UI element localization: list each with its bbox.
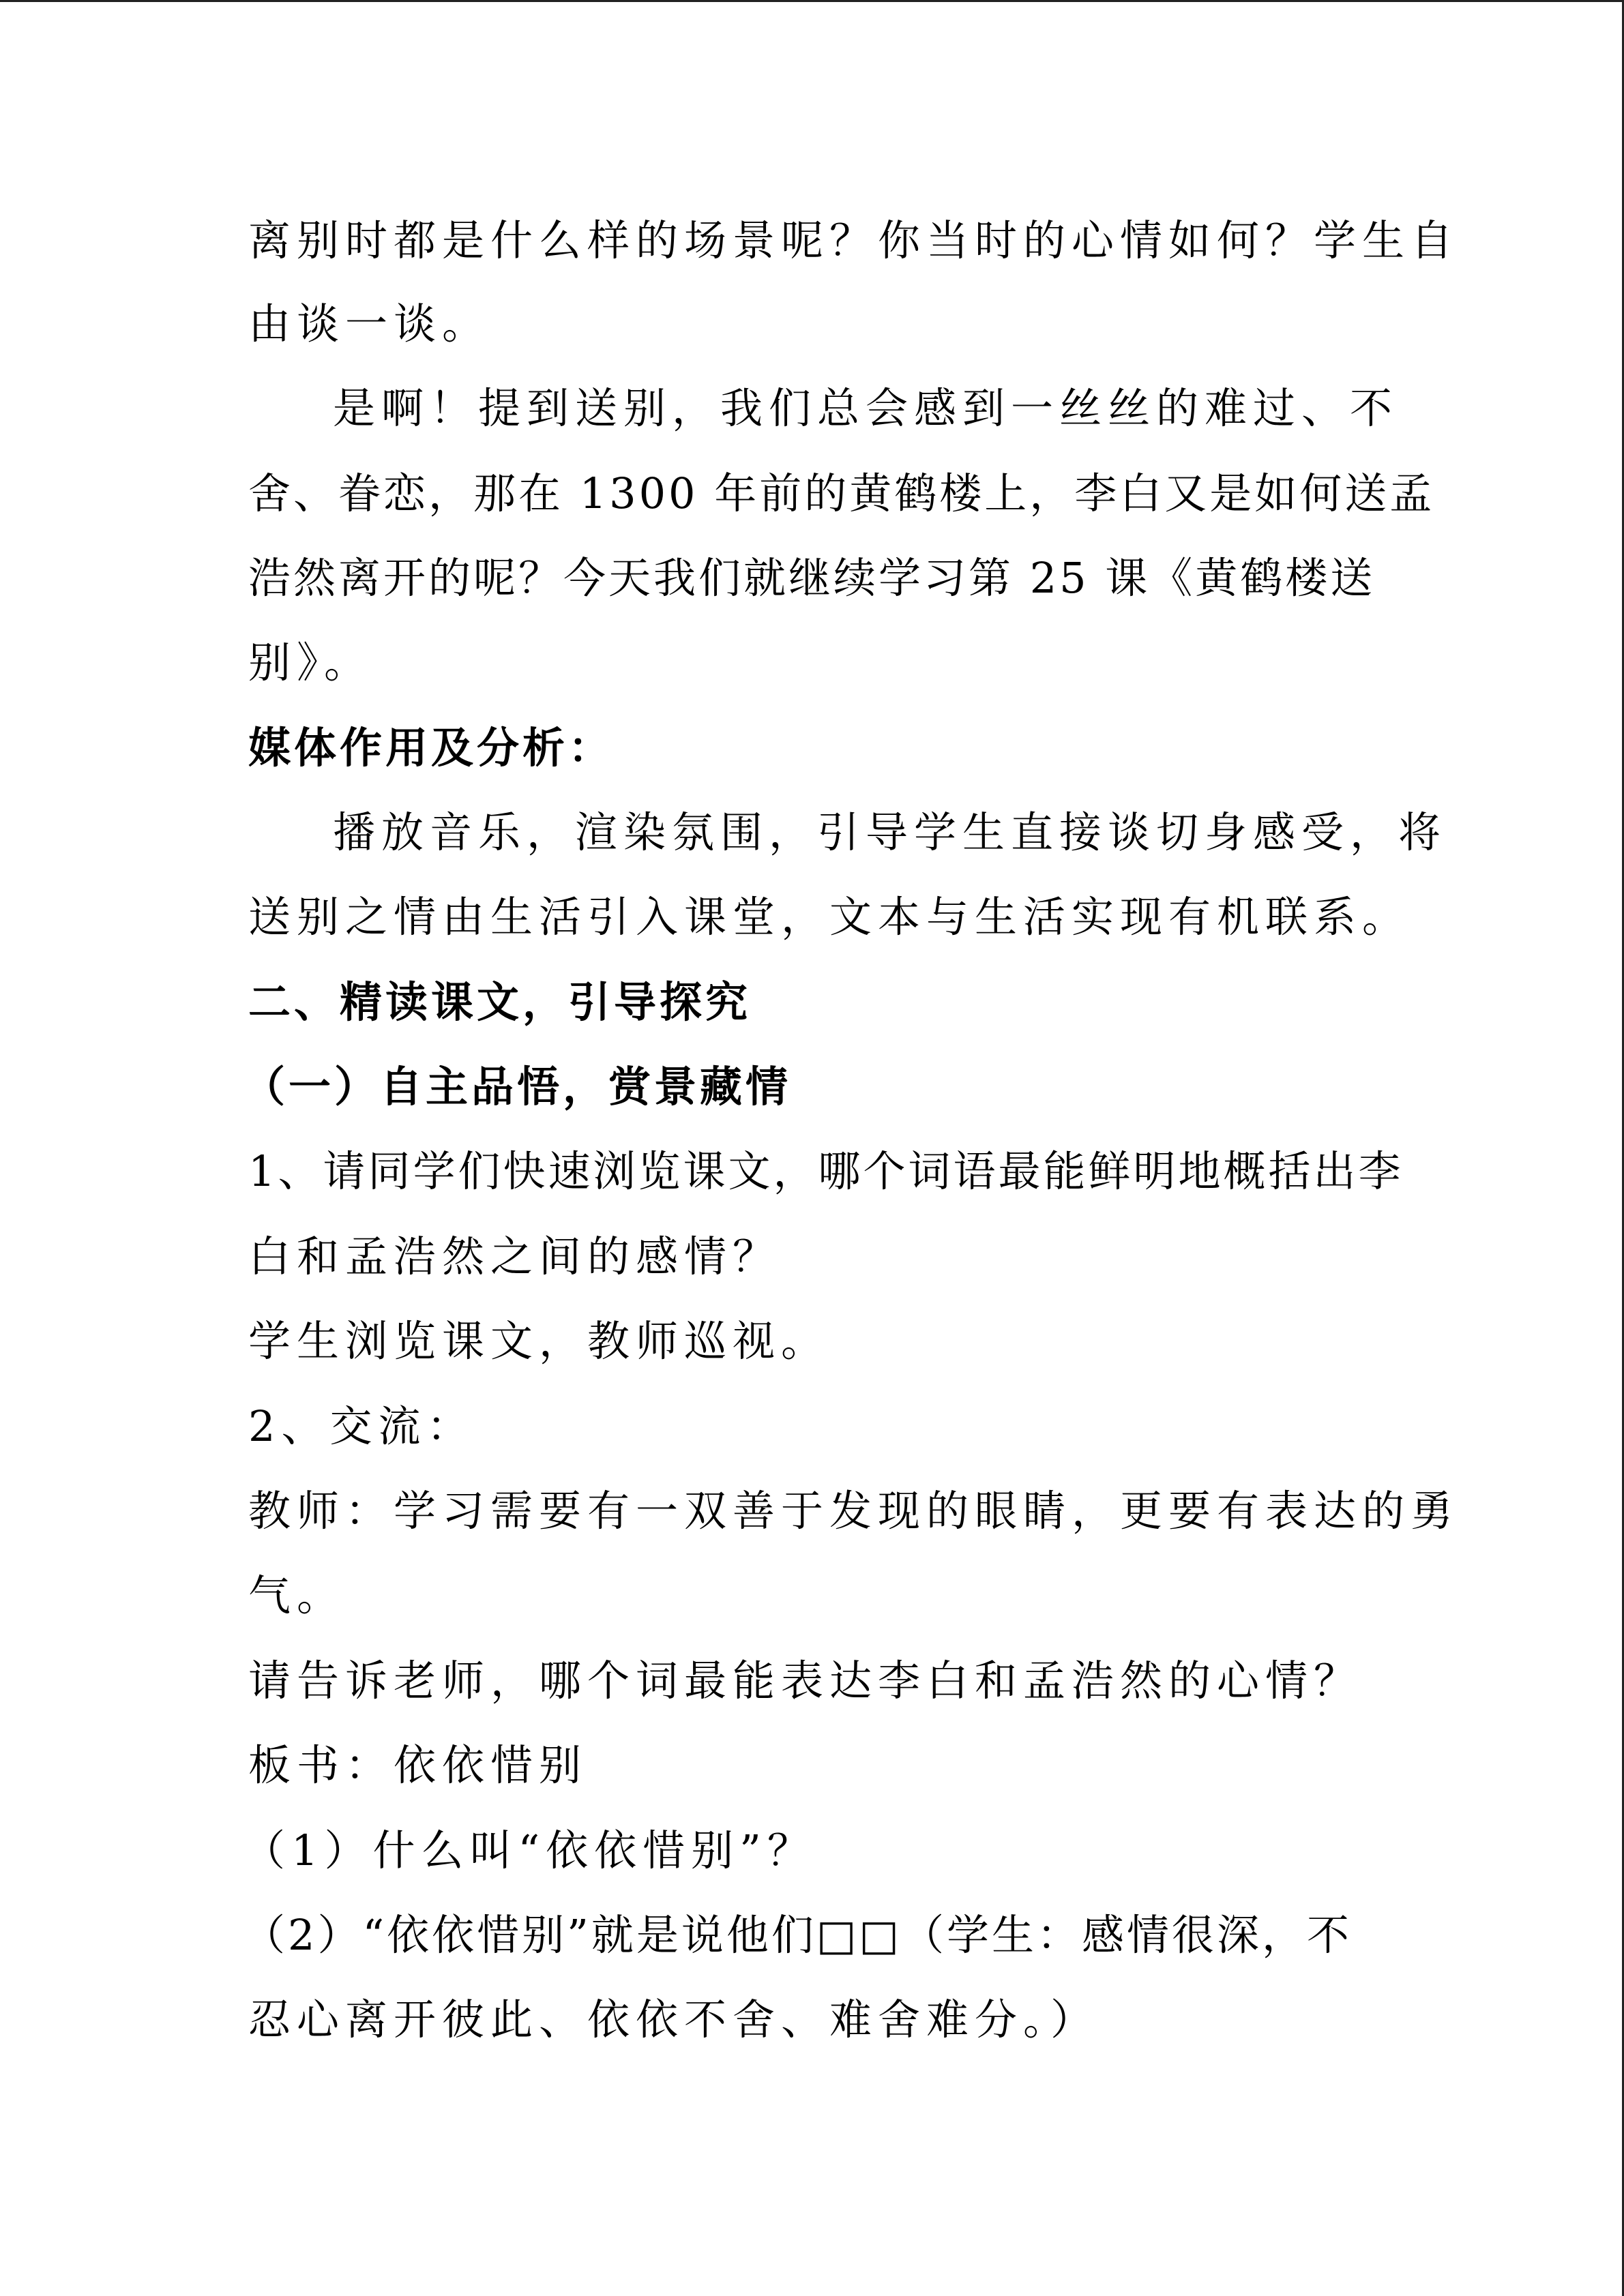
paragraph-line-1: 离别时都是什么样的场景呢？你当时的心情如何？学生自 — [248, 215, 1460, 265]
paragraph-line-3: 是啊！提到送别，我们总会感到一丝丝的难过、不 — [333, 383, 1399, 433]
paragraph-line-12: 1、请同学们快速浏览课文，哪个词语最能鲜明地概括出李 — [248, 1146, 1404, 1196]
paragraph-line-13: 白和孟浩然之间的感情？ — [248, 1232, 782, 1281]
paragraph-line-8: 播放音乐，渲染氛围，引导学生直接谈切身感受，将 — [333, 807, 1447, 857]
paragraph-line-2: 由谈一谈。 — [248, 299, 491, 348]
paragraph-line-21: （2）“依依惜别”就是说他们□□（学生：感情很深，不 — [243, 1910, 1352, 1960]
page-border-top — [0, 0, 1624, 2]
paragraph-line-19: 板书：依依惜别 — [248, 1740, 588, 1790]
section-heading-media: 媒体作用及分析： — [248, 723, 615, 773]
paragraph-line-9: 送别之情由生活引入课堂，文本与生活实现有机联系。 — [248, 892, 1411, 942]
paragraph-line-6: 别》。 — [248, 638, 373, 687]
paragraph-line-22: 忍心离开彼此、依依不舍、难舍难分。） — [248, 1995, 1099, 2044]
subsection-heading-1: （一）自主品悟，赏景藏情 — [243, 1062, 792, 1112]
paragraph-line-16: 教师：学习需要有一双善于发现的眼睛，更要有表达的勇 — [248, 1486, 1460, 1536]
paragraph-line-17: 气。 — [248, 1570, 346, 1620]
paragraph-line-20: （1）什么叫“依依惜别”？ — [243, 1825, 816, 1875]
paragraph-line-15: 2、交流： — [248, 1401, 475, 1451]
paragraph-line-4: 舍、眷恋，那在 1300 年前的黄鹤楼上，李白又是如何送孟 — [248, 468, 1435, 518]
paragraph-line-18: 请告诉老师，哪个词最能表达李白和孟浩然的心情？ — [248, 1656, 1363, 1705]
paragraph-line-5: 浩然离开的呢？今天我们就继续学习第 25 课《黄鹤楼送 — [248, 553, 1376, 603]
paragraph-line-14: 学生浏览课文，教师巡视。 — [248, 1316, 830, 1366]
section-heading-2: 二、精读课文，引导探究 — [248, 977, 752, 1027]
